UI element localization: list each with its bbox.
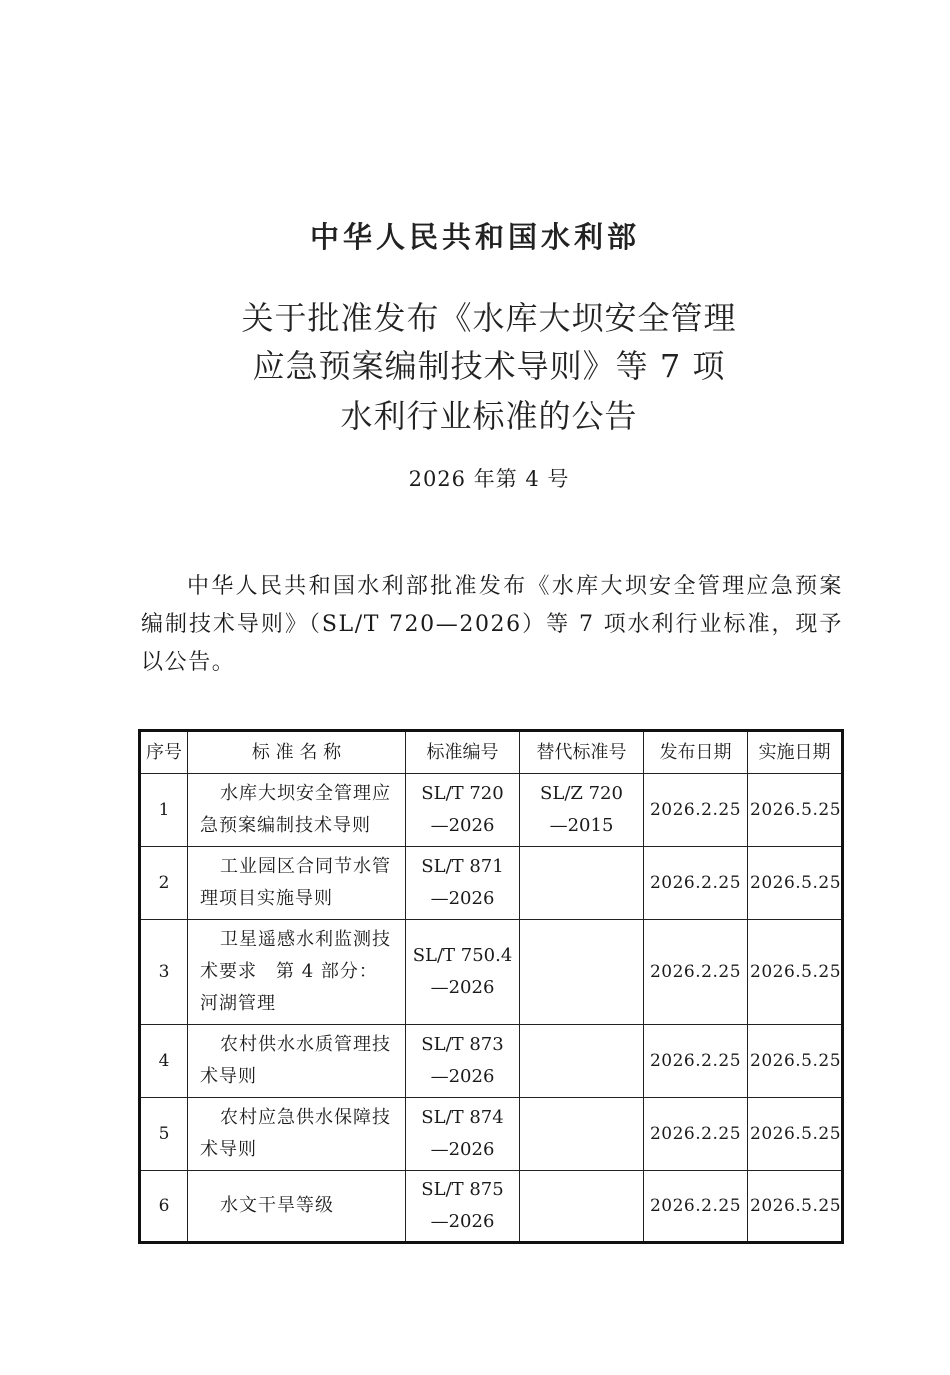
- row-standard-name: [188, 1098, 406, 1171]
- row-effective-date: 2026.5.25: [748, 1171, 843, 1243]
- row-publish-date: 2026.2.25: [644, 1171, 748, 1243]
- row-replaced-code: [520, 920, 644, 1025]
- row-standard-code: [406, 1171, 520, 1243]
- code-line-1: SL/T 874: [421, 1107, 504, 1128]
- row-seq: 6: [140, 1171, 188, 1243]
- code-line-1: SL/T 871: [421, 856, 504, 877]
- code-line-1: SL/T 875: [421, 1179, 504, 1200]
- row-seq: 3: [140, 920, 188, 1025]
- replaced-line-2: —2015: [549, 815, 614, 836]
- row-standard-name: [188, 774, 406, 847]
- row-effective-date: 2026.5.25: [748, 847, 843, 920]
- row-standard-name: [188, 847, 406, 920]
- standard-name-text: 水文干旱等级: [220, 1195, 334, 1216]
- standard-name-text: 农村供水水质管理技术导则: [200, 1034, 391, 1087]
- header-code: 标准编号: [406, 731, 520, 774]
- standard-name-text: 卫星遥感水利监测技术要求 第 4 部分：河湖管理: [200, 929, 391, 1014]
- row-publish-date: 2026.2.25: [644, 1025, 748, 1098]
- table-row: [140, 1171, 843, 1243]
- row-seq: 1: [140, 774, 188, 847]
- header-name: 标 准 名 称: [188, 731, 406, 774]
- code-line-2: —2026: [430, 888, 495, 909]
- row-publish-date: 2026.2.25: [644, 774, 748, 847]
- code-line-1: SL/T 873: [421, 1034, 504, 1055]
- row-effective-date: 2026.5.25: [748, 920, 843, 1025]
- row-publish-date: 2026.2.25: [644, 920, 748, 1025]
- row-seq: 4: [140, 1025, 188, 1098]
- header-replaced: 替代标准号: [520, 731, 644, 774]
- announcement-title-line-3: 水利行业标准的公告: [340, 397, 638, 435]
- table-row: [140, 774, 843, 847]
- row-replaced-code: [520, 1025, 644, 1098]
- table-header-row: [140, 731, 843, 774]
- row-seq: 5: [140, 1098, 188, 1171]
- header-publish-date: 发布日期: [644, 731, 748, 774]
- table-row: [140, 1025, 843, 1098]
- row-publish-date: 2026.2.25: [644, 847, 748, 920]
- row-replaced-code: [520, 1098, 644, 1171]
- announcement-paragraph: 中华人民共和国水利部批准发布《水库大坝安全管理应急预案编制技术导则》（SL/T 720—2026）等 7 项水利行业标准，现予以公告。: [141, 574, 843, 675]
- row-publish-date: 2026.2.25: [644, 1098, 748, 1171]
- table-row: [140, 920, 843, 1025]
- code-line-1: SL/T 720: [421, 783, 504, 804]
- replaced-line-1: SL/Z 720: [540, 783, 623, 804]
- row-seq: 2: [140, 847, 188, 920]
- announcement-title-line-1: 关于批准发布《水库大坝安全管理: [241, 299, 737, 337]
- code-line-1: SL/T 750.4: [412, 945, 513, 966]
- row-standard-code: [406, 1025, 520, 1098]
- header-effective-date: 实施日期: [748, 731, 843, 774]
- row-standard-name: [188, 1025, 406, 1098]
- document-number: 2026 年第 4 号: [408, 467, 570, 491]
- code-line-2: —2026: [430, 1139, 495, 1160]
- standard-name-text: 工业园区合同节水管理项目实施导则: [200, 856, 391, 909]
- table-row: [140, 1098, 843, 1171]
- header-seq: 序号: [140, 731, 188, 774]
- standard-name-text: 水库大坝安全管理应急预案编制技术导则: [200, 783, 391, 836]
- row-effective-date: 2026.5.25: [748, 774, 843, 847]
- row-standard-name: [188, 1171, 406, 1243]
- row-standard-code: [406, 847, 520, 920]
- standard-name-text: 农村应急供水保障技术导则: [200, 1107, 391, 1160]
- row-standard-code: [406, 774, 520, 847]
- row-standard-name: [188, 920, 406, 1025]
- standards-table: [138, 729, 844, 1244]
- announcement-title-line-2: 应急预案编制技术导则》等 7 项: [252, 347, 726, 385]
- table-row: [140, 847, 843, 920]
- code-line-2: —2026: [430, 1066, 495, 1087]
- row-effective-date: 2026.5.25: [748, 1098, 843, 1171]
- row-standard-code: [406, 1098, 520, 1171]
- row-standard-code: [406, 920, 520, 1025]
- code-line-2: —2026: [430, 977, 495, 998]
- code-line-2: —2026: [430, 815, 495, 836]
- issuing-authority: 中华人民共和国水利部: [309, 220, 640, 254]
- row-replaced-code: [520, 774, 644, 847]
- code-line-2: —2026: [430, 1211, 495, 1232]
- row-effective-date: 2026.5.25: [748, 1025, 843, 1098]
- row-replaced-code: [520, 847, 644, 920]
- row-replaced-code: [520, 1171, 644, 1243]
